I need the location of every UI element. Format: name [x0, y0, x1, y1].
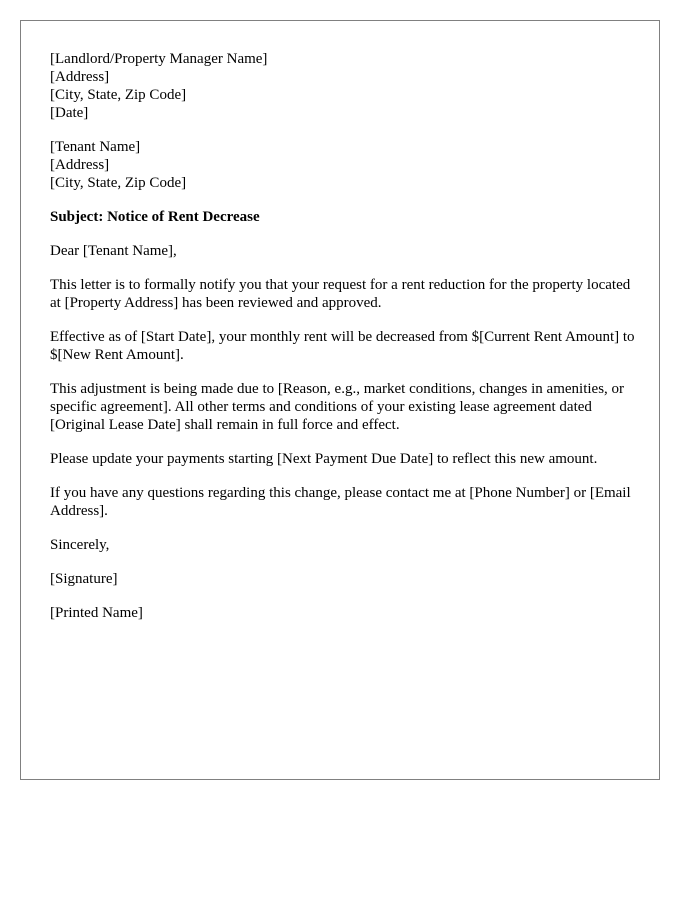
- body-paragraph-2: Effective as of [Start Date], your monthly rent will be decreased from $[Current Rent Amount] to $[New Rent Amount].: [50, 329, 635, 363]
- printed-name: [Printed Name]: [50, 605, 143, 621]
- body-paragraph-4: Please update your payments starting [Next Payment Due Date] to reflect this new amount.: [50, 451, 598, 467]
- signature-placeholder: [Signature]: [50, 571, 118, 587]
- sender-block: [50, 50, 640, 122]
- letter-page: [20, 20, 660, 780]
- body-paragraph-3: This adjustment is being made due to [Reason, e.g., market conditions, changes in amenities, or specific agreement]. All other terms and conditions of your existing lease agreement dated [Original Lease Date] shall remain in full force and effect.: [50, 381, 625, 433]
- salutation: Dear [Tenant Name],: [50, 243, 177, 259]
- sender-city-state-zip: [City, State, Zip Code]: [50, 87, 187, 103]
- sender-address: [Address]: [50, 69, 110, 85]
- letter-content: [50, 50, 640, 638]
- letter-date: [Date]: [50, 105, 89, 121]
- closing: Sincerely,: [50, 537, 110, 553]
- recipient-block: [50, 138, 640, 192]
- sender-name: [Landlord/Property Manager Name]: [50, 51, 268, 67]
- body-paragraph-1: This letter is to formally notify you that your request for a rent reduction for the property located at [Property Address] has been reviewed and approved.: [50, 277, 631, 311]
- recipient-name: [Tenant Name]: [50, 139, 141, 155]
- recipient-address: [Address]: [50, 157, 110, 173]
- recipient-city-state-zip: [City, State, Zip Code]: [50, 175, 187, 191]
- body-paragraph-5: If you have any questions regarding this change, please contact me at [Phone Number] or [Email Address].: [50, 485, 631, 519]
- subject-line: Subject: Notice of Rent Decrease: [50, 209, 260, 225]
